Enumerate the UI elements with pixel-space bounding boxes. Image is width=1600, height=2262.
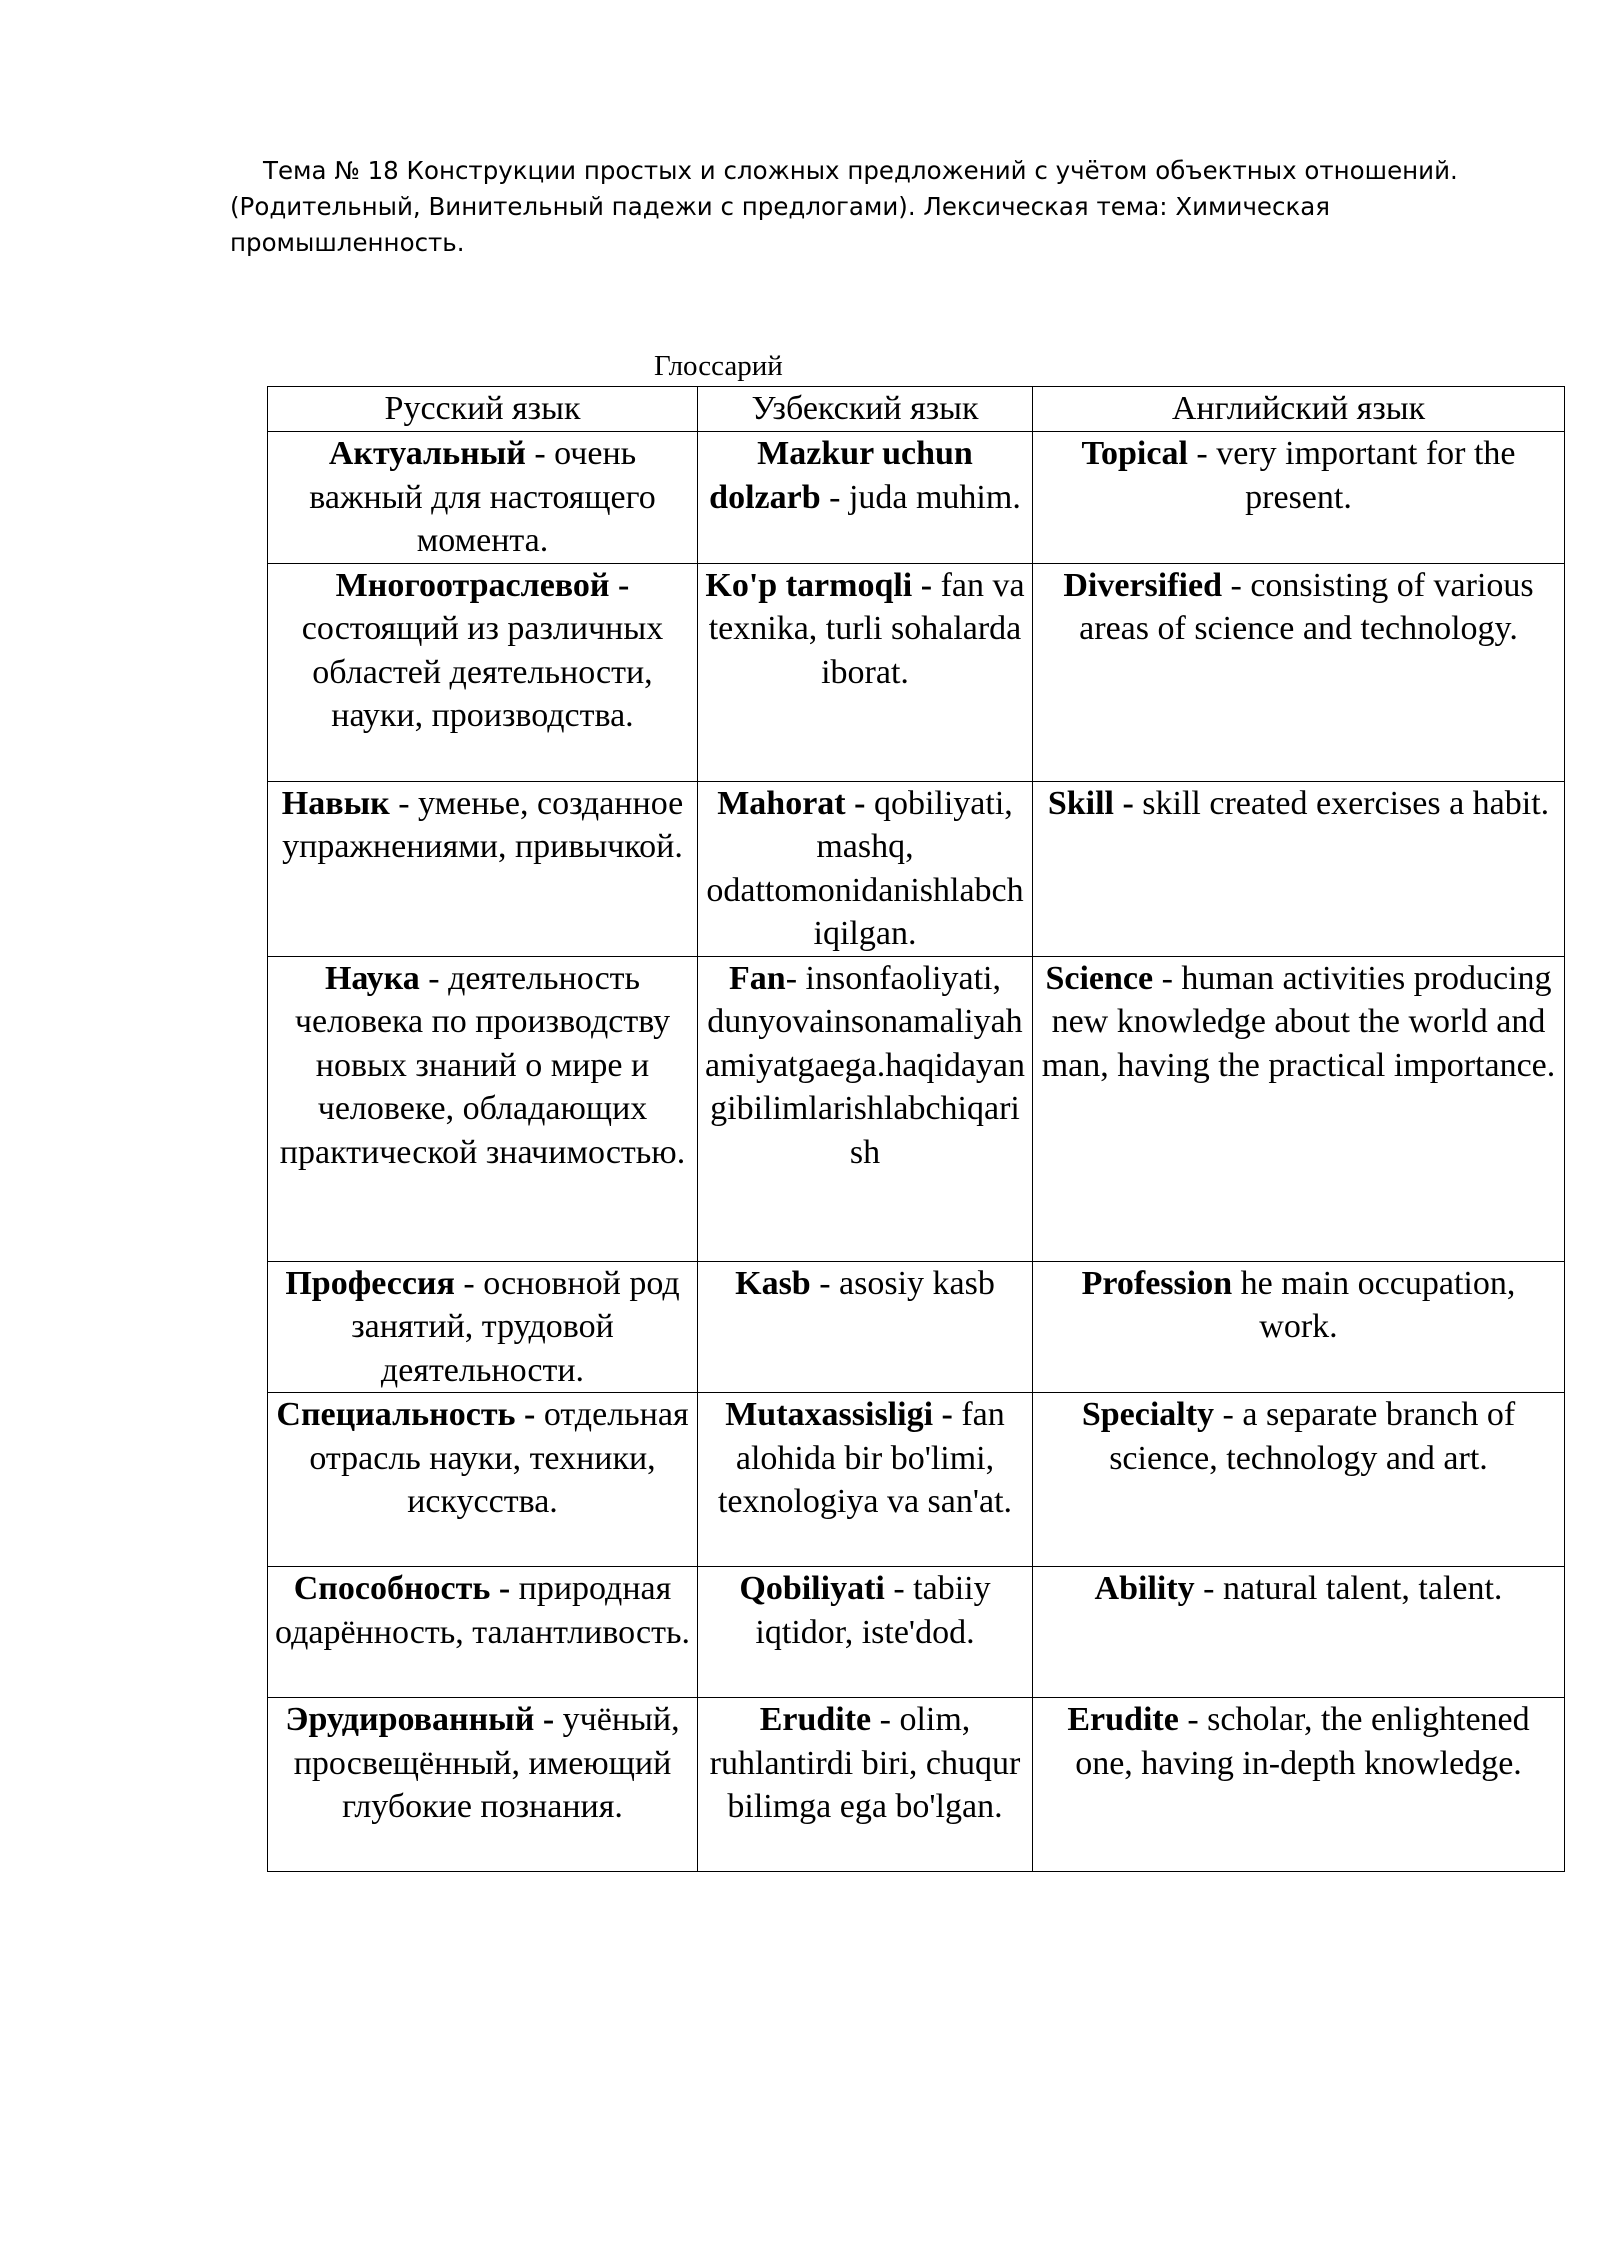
term: Способность - [293, 1570, 511, 1607]
cell-uzbek [698, 1567, 1033, 1698]
table-row [268, 563, 1565, 781]
term: Многоотраслевой - [335, 566, 630, 604]
cell-uzbek [698, 1393, 1033, 1567]
cell-uzbek [698, 781, 1033, 956]
definition: - consisting of various areas of science and technology. [1079, 566, 1534, 647]
definition: skill created exercises a habit. [1133, 784, 1550, 822]
cell-english [1033, 563, 1565, 781]
table-row [268, 432, 1565, 564]
definition: - very important for the present. [1187, 435, 1516, 516]
definition: - olim, ruhlantirdi biri, chuqur bilimga ega bo'lgan. [709, 1701, 1021, 1825]
cell-russian [268, 781, 698, 956]
definition: qobiliyati, mashq, odattomonidanishlabchiqilgan. [706, 784, 1024, 952]
term: Актуальный [328, 435, 526, 472]
term: Fan [729, 959, 786, 997]
definition: учёный, просвещённый, имеющий глубокие познания. [293, 1701, 680, 1825]
table-row [268, 1261, 1565, 1393]
definition: - insonfaoliyati, dunyovainsonamaliyahamiyatgaega.haqidayangibilimlarishlabchiqarish [704, 959, 1025, 1171]
definition: he main occupation, work. [1232, 1264, 1516, 1345]
header-russian: Русский язык [268, 387, 698, 432]
cell-english [1033, 956, 1565, 1261]
cell-uzbek [698, 956, 1033, 1261]
topic-paragraph: Тема № 18 Конструкции простых и сложных предложений с учётом объектных отношений. (Родительный, Винительный падежи с предлогами). Лексическая тема: Химическая промышленность. [230, 156, 1458, 257]
term: Erudite [1067, 1701, 1179, 1738]
definition: - juda muhim. [820, 478, 1021, 516]
definition: - деятельность человека по производству новых знаний о мире и человеке, обладающих практической значимостью. [279, 959, 686, 1171]
table-row [268, 781, 1565, 956]
term: Mazkur uchun dolzarb [709, 435, 973, 516]
cell-english [1033, 1393, 1565, 1567]
definition: fan alohida bir bo'limi, texnologiya va san'at. [717, 1396, 1013, 1520]
definition: природная одарённость, талантливость. [275, 1570, 690, 1651]
definition: - natural talent, talent. [1194, 1570, 1503, 1607]
term: Ko'p tarmoqli - [705, 566, 933, 604]
definition: fan va texnika, turli sohalarda iborat. [708, 566, 1025, 691]
definition: - scholar, the enlightened one, having in-depth knowledge. [1075, 1701, 1530, 1782]
header-english: Английский язык [1033, 387, 1565, 432]
term: Эрудированный - [285, 1701, 555, 1738]
term: Mutaxassisligi - [725, 1396, 953, 1433]
cell-russian [268, 1261, 698, 1393]
cell-english [1033, 781, 1565, 956]
glossary-caption: Глоссарий [654, 350, 783, 382]
cell-uzbek [698, 1698, 1033, 1872]
table-row [268, 1393, 1565, 1567]
term: Mahorat - [717, 784, 866, 822]
term: Qobiliyati [739, 1570, 885, 1607]
cell-russian [268, 563, 698, 781]
term: Специальность - [276, 1396, 536, 1433]
cell-russian [268, 432, 698, 564]
cell-english [1033, 1567, 1565, 1698]
cell-russian [268, 1567, 698, 1698]
term: Topical [1081, 435, 1188, 472]
term: Diversified [1063, 566, 1222, 604]
cell-english [1033, 1261, 1565, 1393]
definition: состоящий из различных областей деятельности, науки, производства. [301, 610, 664, 734]
definition: - очень важный для настоящего момента. [309, 435, 656, 559]
term: Профессия [285, 1264, 455, 1302]
table-row [268, 1698, 1565, 1872]
cell-uzbek [698, 563, 1033, 781]
definition: - a separate branch of science, technology and art. [1109, 1396, 1516, 1477]
cell-russian [268, 1698, 698, 1872]
cell-uzbek [698, 432, 1033, 564]
term: Specialty [1081, 1396, 1215, 1433]
cell-english [1033, 432, 1565, 564]
definition: отдельная отрасль науки, техники, искусства. [309, 1396, 689, 1520]
definition: - asosiy kasb [810, 1264, 995, 1302]
term: Ability [1094, 1570, 1195, 1607]
term: Science [1045, 959, 1154, 997]
header-row [268, 387, 1565, 432]
definition: - human activities producing new knowledge about the world and man, having the practical importance. [1041, 959, 1556, 1084]
definition: - основной род занятий, трудовой деятельности. [351, 1264, 680, 1389]
header-uzbek: Узбекский язык [698, 387, 1033, 432]
term: Kasb [735, 1264, 811, 1302]
cell-english [1033, 1698, 1565, 1872]
term: Erudite [759, 1701, 872, 1738]
definition: - уменье, созданное упражнениями, привычкой. [282, 784, 684, 865]
table-row [268, 1567, 1565, 1698]
term: Навык [281, 784, 390, 822]
term: Profession [1081, 1264, 1233, 1302]
term: Skill - [1047, 784, 1134, 822]
cell-russian [268, 1393, 698, 1567]
table-row [268, 956, 1565, 1261]
cell-uzbek [698, 1261, 1033, 1393]
cell-russian [268, 956, 698, 1261]
term: Наука [324, 959, 420, 997]
glossary-table [267, 386, 1565, 1872]
definition: - tabiiy iqtidor, iste'dod. [755, 1570, 991, 1651]
